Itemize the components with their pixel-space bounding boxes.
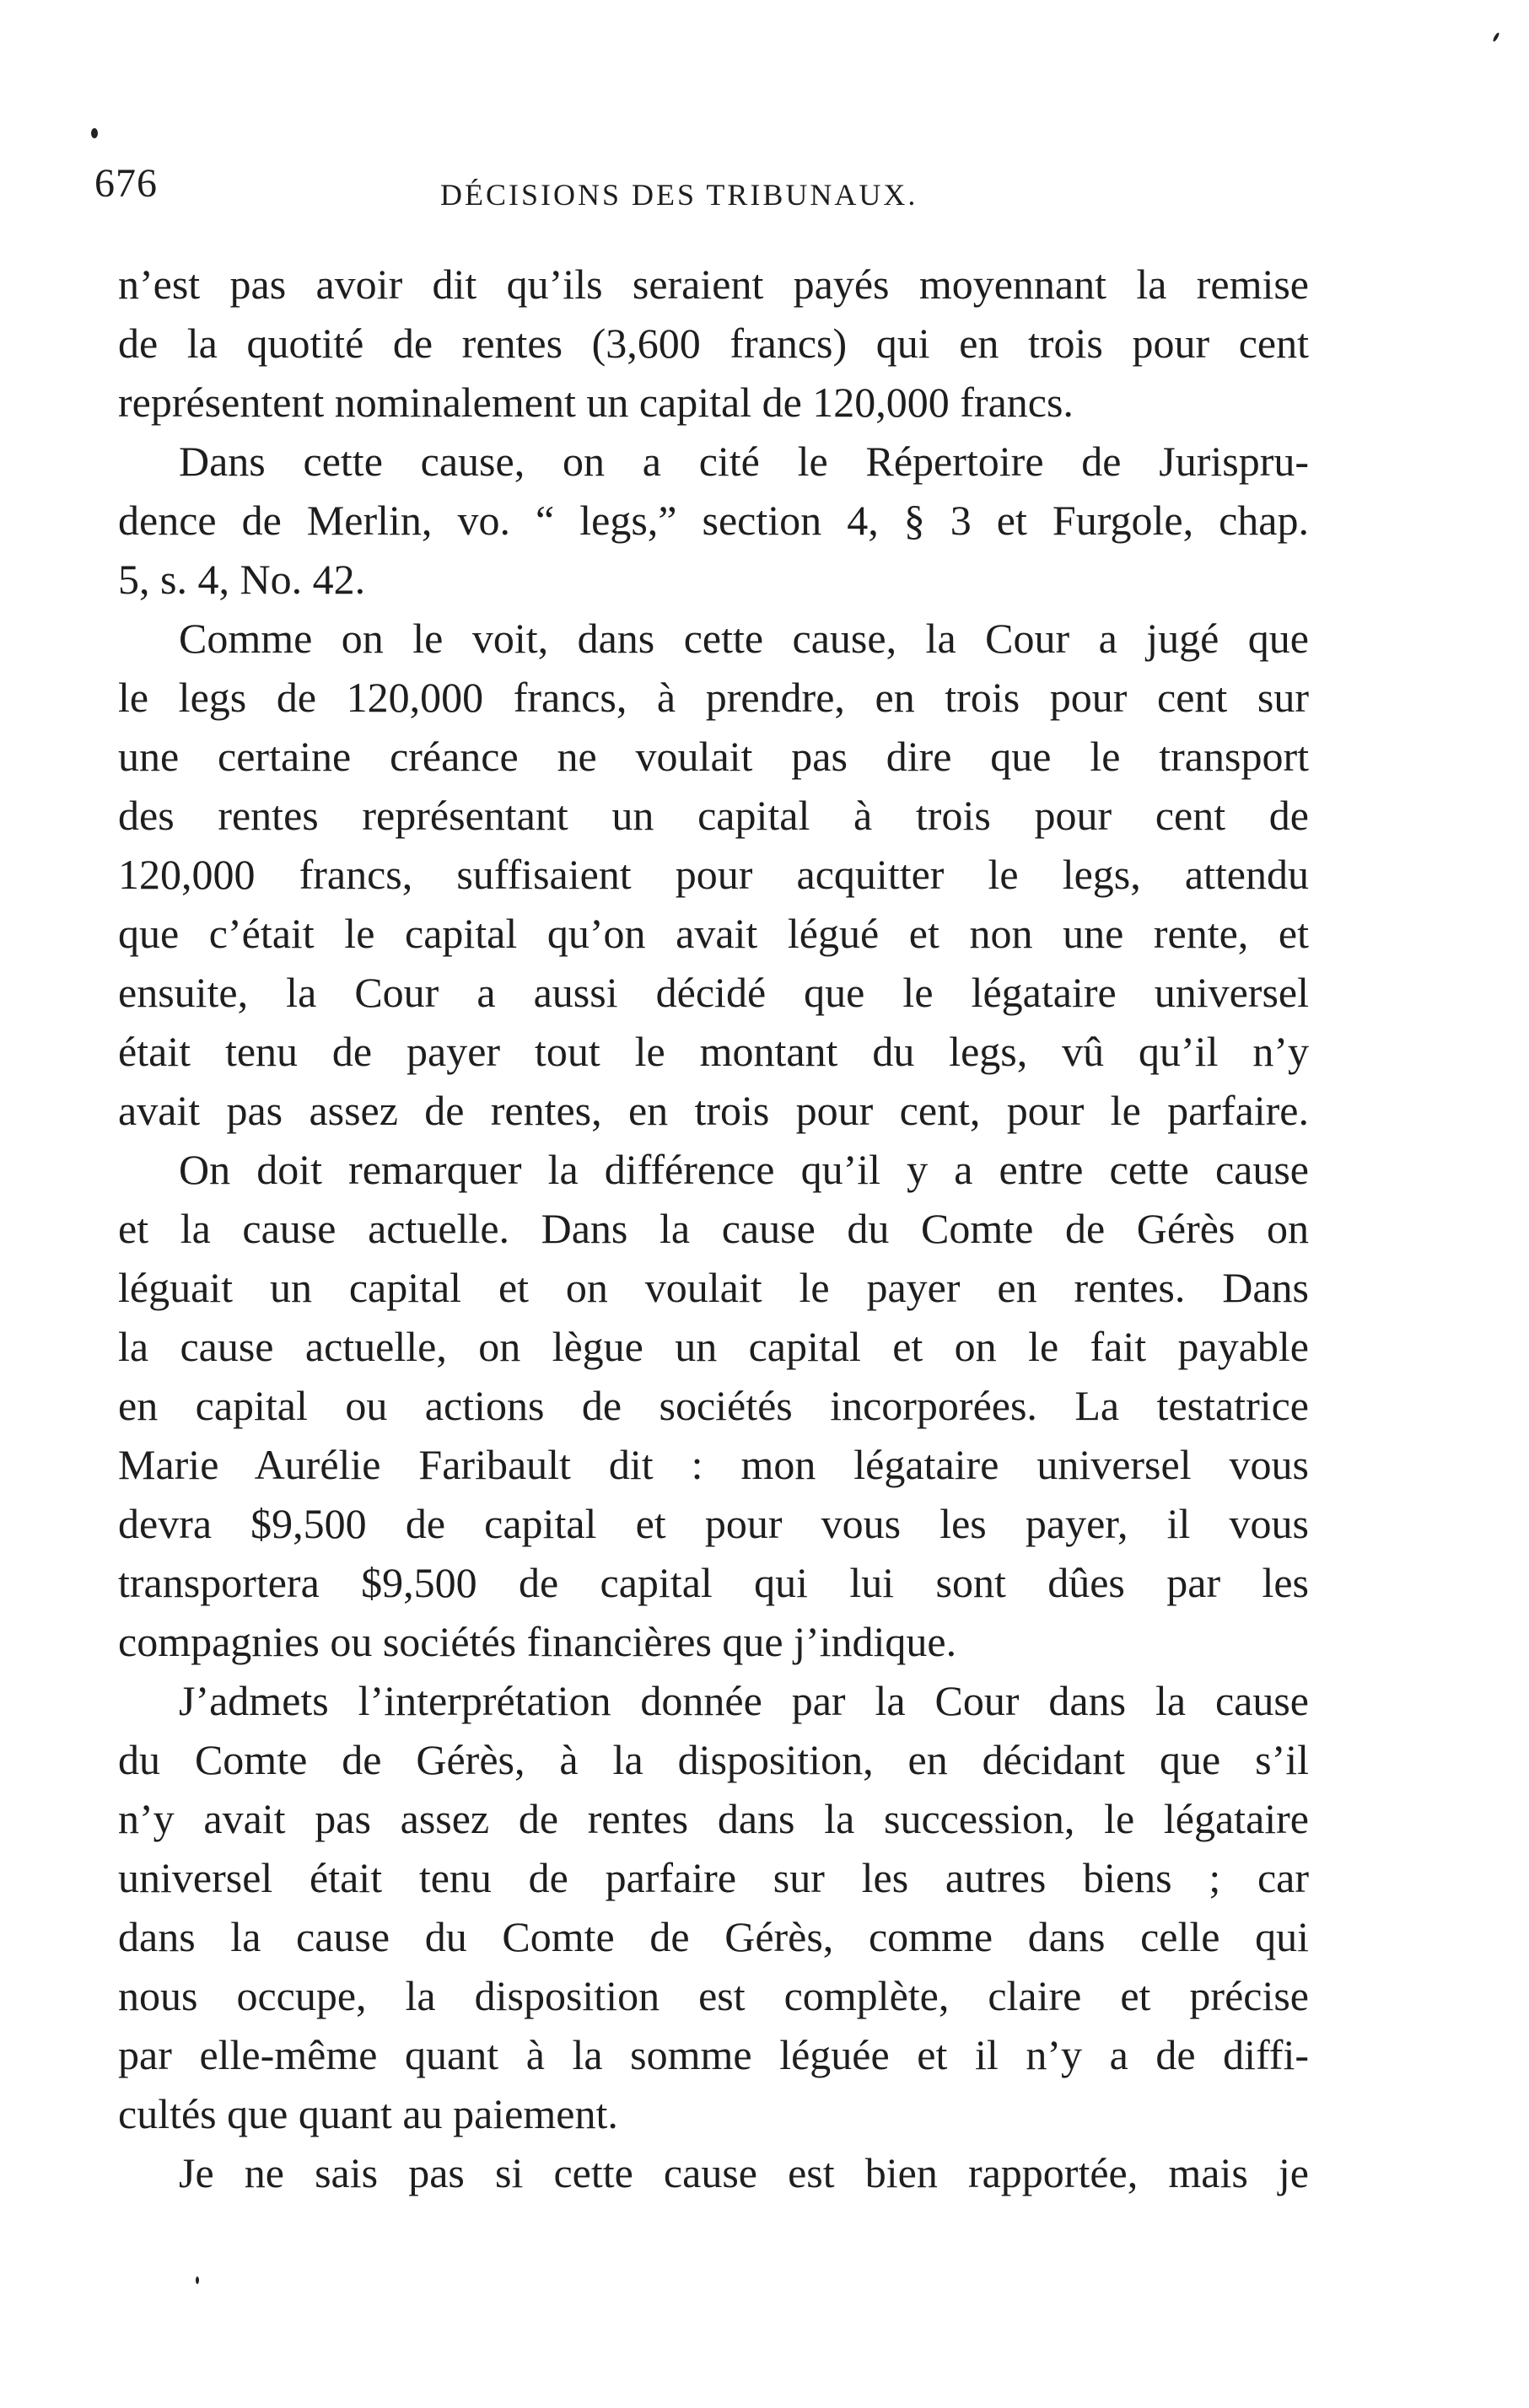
- text-line: devra $9,500 de capital et pour vous les payer, il vous: [118, 1500, 1309, 1547]
- text-line: avait pas assez de rentes, en trois pour cent, pour le parfaire.: [118, 1087, 1309, 1134]
- text-line: que c’était le capital qu’on avait légué et non une rente, et: [118, 910, 1309, 957]
- text-line: nous occupe, la disposition est complète, claire et précise: [118, 1972, 1309, 2019]
- text-line: compagnies ou sociétés financières que j’indique.: [118, 1618, 957, 1665]
- text-line: 5, s. 4, No. 42.: [118, 556, 366, 603]
- text-line: de la quotité de rentes (3,600 francs) qui en trois pour cent: [118, 320, 1309, 367]
- text-line: n’y avait pas assez de rentes dans la succession, le légataire: [118, 1795, 1309, 1842]
- text-line: n’est pas avoir dit qu’ils seraient payés moyennant la remise: [118, 261, 1309, 308]
- text-line: léguait un capital et on voulait le payer en rentes. Dans: [118, 1264, 1309, 1311]
- ink-speck: [1492, 32, 1499, 42]
- text-line: cultés que quant au paiement.: [118, 2090, 618, 2137]
- text-line: des rentes représentant un capital à trois pour cent de: [118, 792, 1309, 839]
- text-line: du Comte de Gérès, à la disposition, en décidant que s’il: [118, 1736, 1309, 1783]
- text-line: une certaine créance ne voulait pas dire que le transport: [118, 733, 1309, 780]
- page-header: [94, 153, 1334, 212]
- text-line: et la cause actuelle. Dans la cause du Comte de Gérès on: [118, 1205, 1309, 1252]
- ink-speck: [196, 2276, 199, 2284]
- ink-speck: [91, 128, 98, 138]
- text-line: ensuite, la Cour a aussi décidé que le légataire universel: [118, 969, 1309, 1016]
- text-line: universel était tenu de parfaire sur les autres biens ; car: [118, 1854, 1309, 1901]
- text-line: par elle-même quant à la somme léguée et il n’y a de diffi-: [118, 2031, 1309, 2078]
- text-line: J’admets l’interprétation donnée par la Cour dans la cause: [179, 1677, 1309, 1724]
- page-number: 676: [94, 161, 158, 206]
- text-line: représentent nominalement un capital de 120,000 francs.: [118, 379, 1074, 426]
- text-line: était tenu de payer tout le montant du legs, vû qu’il n’y: [118, 1028, 1309, 1075]
- text-line: dence de Merlin, vo. “ legs,” section 4, § 3 et Furgole, chap.: [118, 497, 1309, 544]
- running-head: DÉCISIONS DES TRIBUNAUX.: [440, 178, 918, 212]
- text-line: Je ne sais pas si cette cause est bien rapportée, mais je: [179, 2149, 1309, 2196]
- text-line: la cause actuelle, on lègue un capital et on le fait payable: [118, 1323, 1309, 1370]
- text-line: transportera $9,500 de capital qui lui sont dûes par les: [118, 1559, 1309, 1606]
- body-text: [118, 255, 1309, 2202]
- text-line: 120,000 francs, suffisaient pour acquitter le legs, attendu: [118, 851, 1309, 898]
- text-line: Comme on le voit, dans cette cause, la Cour a jugé que: [179, 615, 1309, 662]
- text-line: dans la cause du Comte de Gérès, comme dans celle qui: [118, 1913, 1309, 1960]
- text-line: en capital ou actions de sociétés incorporées. La testatrice: [118, 1382, 1309, 1429]
- text-line: Marie Aurélie Faribault dit : mon légataire universel vous: [118, 1441, 1309, 1488]
- text-line: On doit remarquer la différence qu’il y a entre cette cause: [179, 1146, 1309, 1193]
- text-line: Dans cette cause, on a cité le Répertoire de Jurispru-: [179, 438, 1309, 485]
- text-line: le legs de 120,000 francs, à prendre, en trois pour cent sur: [118, 674, 1309, 721]
